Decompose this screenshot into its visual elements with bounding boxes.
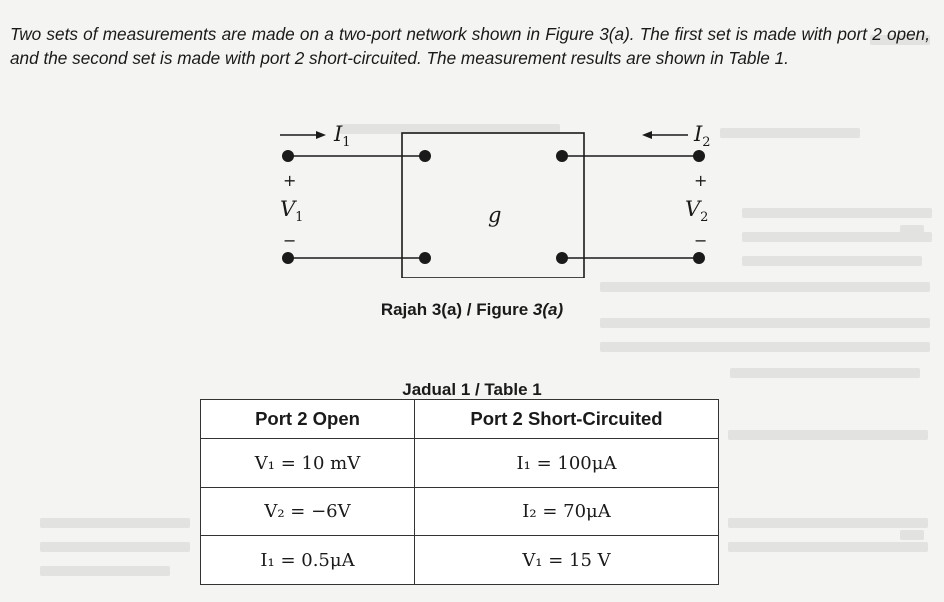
table-row [201, 536, 719, 585]
terminal-dot [419, 252, 431, 264]
i1-arrow-head [316, 131, 326, 139]
table-row [201, 487, 719, 536]
figure-caption-number: 3(a) [532, 300, 564, 319]
i1-label: $I_1$ [334, 122, 351, 150]
table-cell: V₁ = 15 V [415, 536, 719, 585]
terminal-dot [282, 252, 294, 264]
figure-caption [0, 300, 944, 320]
table-cell: V₂ = −6V [201, 487, 415, 536]
terminal-dot [282, 150, 294, 162]
v2-minus-sign: − [694, 231, 708, 250]
table-caption: Jadual 1 / Table 1 [402, 380, 542, 399]
v1-plus-sign: + [283, 171, 297, 190]
two-port-network-figure [262, 118, 722, 278]
g-label: g [488, 203, 502, 227]
i2-label: $I_2$ [694, 122, 711, 150]
intro-paragraph: Two sets of measurements are made on a two-port network shown in Figure 3(a). The first set is made with port 2 open, and the second set is made with port 2 short-circuited. The measurement results are shown in Table 1. [10, 24, 930, 68]
table-cell: V₁ = 10 mV [201, 439, 415, 488]
table-cell: I₂ = 70μA [415, 487, 719, 536]
terminal-dot [693, 252, 705, 264]
header-port2-open: Port 2 Open [201, 400, 415, 439]
v2-label: $V_2$ [685, 197, 709, 225]
v1-label: $V_1$ [280, 197, 304, 225]
v2-plus-sign: + [694, 171, 708, 190]
terminal-dot [556, 150, 568, 162]
measurement-table [200, 399, 719, 585]
v1-minus-sign: − [283, 231, 297, 250]
table-header-row [201, 400, 719, 439]
terminal-dot [556, 252, 568, 264]
terminal-dot [419, 150, 431, 162]
i2-arrow-head [642, 131, 652, 139]
figure-caption-main: Rajah 3(a) / Figure [380, 300, 533, 319]
table-cell: I₁ = 0.5μA [201, 536, 415, 585]
header-port2-short: Port 2 Short-Circuited [415, 400, 719, 439]
table-cell: I₁ = 100μA [415, 439, 719, 488]
terminal-dot [693, 150, 705, 162]
table-row [201, 439, 719, 488]
